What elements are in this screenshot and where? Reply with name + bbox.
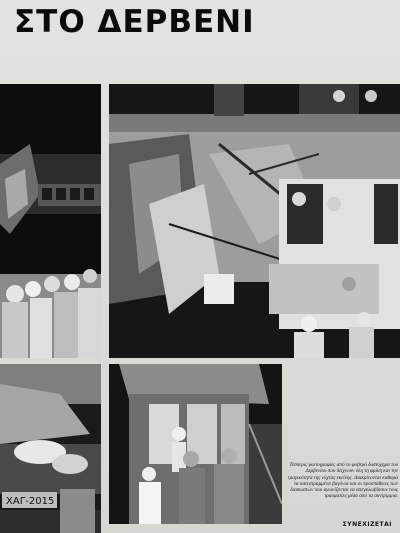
photo-crowd-wreck	[0, 84, 101, 358]
photo-rescuers-door	[109, 364, 282, 524]
photo-crushed-carriage	[109, 84, 400, 358]
page-headline: ΣΤΟ ΔΕΡΒΕΝΙ	[14, 4, 255, 40]
licence-plate: ΧΑΓ-2015	[6, 496, 55, 507]
continued-label: ΣΥΝΕΧΙΖΕΤΑΙ	[342, 521, 392, 528]
photo-rescue-vehicle	[0, 364, 101, 533]
photo-caption: Τέσσερις φωτογραφίες από το φοβερό δυστύχημα του Δερβενίου που δείχνουν όλη τη φρίκη και την τραγικότητα της νύχτας εκείνης. Διακρίνονται καθαρά τα κατεστραμμένα βαγόνια και οι προσπάθειες των διασωστών που αγωνίζονται να απεγκλωβίσουν τους τραυματίες μέσα από τα συντρίμμια.	[287, 462, 398, 500]
